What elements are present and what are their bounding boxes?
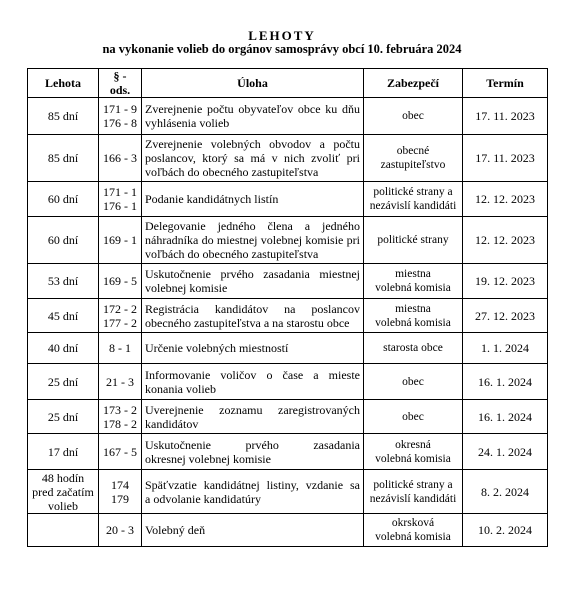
lehota-cell-line: 85 dní [47, 109, 79, 123]
column-header-lehota: Lehota [28, 69, 99, 98]
term-cell: 8. 2. 2024 [463, 470, 548, 514]
section-cell-line: 174 [111, 477, 129, 492]
task-cell [142, 333, 364, 364]
task-cell-line: a odvolanie kandidatúry [145, 491, 261, 506]
task-cell [142, 514, 364, 547]
lehota-cell-line: pred začatím [32, 484, 94, 499]
lehota-cell [28, 470, 99, 514]
responsible-cell-line: obecné [396, 145, 430, 157]
term-cell: 24. 1. 2024 [463, 434, 548, 470]
lehota-cell [28, 182, 99, 217]
table-row [28, 333, 548, 364]
lehota-cell-line: 60 dní [47, 233, 79, 247]
term-cell: 10. 2. 2024 [463, 514, 548, 547]
table-row [28, 98, 548, 135]
section-cell [99, 400, 142, 434]
section-cell-line: 177 - 2 [103, 315, 137, 330]
task-cell-line: voľbách do obecného zastupiteľstva [145, 165, 319, 179]
lehota-cell-line: 48 hodín [41, 470, 85, 485]
section-cell [99, 434, 142, 470]
lehota-cell [28, 98, 99, 135]
term-cell: 19. 12. 2023 [463, 264, 548, 299]
lehota-cell-line: 17 dní [47, 444, 79, 459]
section-cell-line: 21 - 3 [106, 374, 134, 389]
lehota-cell-line: 25 dní [47, 409, 79, 424]
responsible-cell [364, 514, 463, 547]
lehota-cell [28, 135, 99, 182]
section-cell-line: 176 - 8 [103, 116, 137, 130]
section-cell-line: 178 - 2 [103, 416, 137, 431]
task-cell [142, 135, 364, 182]
responsible-cell [364, 264, 463, 299]
lehota-cell [28, 217, 99, 264]
responsible-cell-line: politické strany a [373, 478, 453, 491]
responsible-cell [364, 299, 463, 333]
lehota-cell [28, 400, 99, 434]
task-cell-line: obecného zastupiteľstva a na starostu obce [145, 315, 350, 330]
lehota-cell [28, 514, 99, 547]
task-cell [142, 264, 364, 299]
section-cell-line: 167 - 5 [103, 444, 137, 459]
section-cell [99, 264, 142, 299]
responsible-cell [364, 135, 463, 182]
section-cell-line: 171 - 1 [103, 185, 137, 199]
lehota-cell-line: 53 dní [47, 274, 79, 288]
section-cell-line: 171 - 9 [103, 102, 137, 116]
section-cell [99, 470, 142, 514]
responsible-cell [364, 217, 463, 264]
column-header-task: Úloha [142, 69, 364, 98]
term-cell: 16. 1. 2024 [463, 364, 548, 400]
task-cell-line: volebnej komisie [145, 281, 228, 295]
responsible-cell [364, 182, 463, 217]
header-row [28, 69, 548, 98]
term-cell: 17. 11. 2023 [463, 135, 548, 182]
section-cell-line: 166 - 3 [103, 151, 137, 165]
responsible-cell [364, 470, 463, 514]
task-cell-line: Zverejnenie počtu obyvateľov obce ku dňu [145, 102, 360, 116]
responsible-cell-line: miestna [395, 268, 431, 280]
section-cell-line: 173 - 2 [103, 402, 137, 417]
task-cell [142, 400, 364, 434]
task-cell-line: Zverejnenie volebných obvodov a počtu [145, 137, 360, 151]
task-cell [142, 182, 364, 217]
table-row [28, 182, 548, 217]
term-cell: 27. 12. 2023 [463, 299, 548, 333]
responsible-cell-line: okresná [395, 438, 431, 451]
term-cell: 16. 1. 2024 [463, 400, 548, 434]
responsible-cell [364, 98, 463, 135]
table-row [28, 364, 548, 400]
responsible-cell [364, 434, 463, 470]
document-title: LEHOTY [248, 28, 316, 43]
lehota-cell [28, 264, 99, 299]
responsible-cell-line: okrsková [391, 517, 435, 529]
column-header-section: § - ods. [99, 69, 142, 98]
term-cell: 12. 12. 2023 [463, 217, 548, 264]
task-cell-line: Uskutočnenie prvého zasadania [145, 437, 360, 452]
section-cell-line: 20 - 3 [106, 523, 134, 537]
section-cell [99, 135, 142, 182]
task-cell-line: Informovanie voličov o čase a mieste [145, 367, 360, 382]
deadlines-table [27, 68, 548, 547]
section-cell-line: 179 [111, 491, 129, 506]
table-row [28, 135, 548, 182]
responsible-cell-line: politické strany [377, 234, 449, 246]
responsible-cell-line: politické strany a [373, 186, 453, 198]
responsible-cell-line: obec [402, 110, 424, 122]
task-cell [142, 98, 364, 135]
section-cell [99, 182, 142, 217]
section-cell-line: 172 - 2 [103, 301, 137, 316]
task-cell [142, 217, 364, 264]
section-cell [99, 217, 142, 264]
lehota-cell-line: 40 dní [47, 341, 79, 355]
table-row [28, 470, 548, 514]
task-cell-line: poslancov, ktorý sa má v nich zvoliť pri [145, 151, 360, 165]
section-cell [99, 514, 142, 547]
lehota-cell-line: 85 dní [47, 151, 79, 165]
task-cell-line: Volebný deň [145, 523, 206, 537]
table-row [28, 217, 548, 264]
lehota-cell [28, 364, 99, 400]
task-cell-line: okresnej volebnej komisie [145, 451, 271, 466]
task-cell-line: Registrácia kandidátov na poslancov [145, 301, 360, 316]
table-row [28, 400, 548, 434]
table-row [28, 514, 548, 547]
responsible-cell [364, 364, 463, 400]
task-cell-line: Späťvzatie kandidátnej listiny, vzdanie sa [145, 477, 360, 492]
term-cell: 12. 12. 2023 [463, 182, 548, 217]
task-cell-line: náhradníka do miestnej volebnej komisie pri [145, 233, 360, 247]
table-row [28, 434, 548, 470]
section-cell [99, 333, 142, 364]
task-cell-line: Uverejnenie zoznamu zaregistrovaných [145, 402, 360, 417]
responsible-cell-line: nezávislí kandidáti [369, 492, 457, 505]
column-header-term: Termín [463, 69, 548, 98]
responsible-cell-line: volebná komisia [375, 282, 451, 294]
responsible-cell-line: volebná komisia [375, 316, 451, 329]
task-cell-line: Podanie kandidátnych listín [145, 192, 279, 206]
responsible-cell-line: miestna [395, 302, 431, 315]
table-row [28, 299, 548, 333]
task-cell [142, 364, 364, 400]
task-cell [142, 470, 364, 514]
responsible-cell-line: volebná komisia [375, 531, 451, 543]
task-cell-line: Uskutočnenie prvého zasadania miestnej [145, 267, 360, 281]
responsible-cell-line: volebná komisia [375, 452, 451, 465]
task-cell-line: konania volieb [145, 381, 216, 396]
table-row [28, 264, 548, 299]
section-cell [99, 364, 142, 400]
responsible-cell-line: obec [402, 410, 424, 423]
term-cell: 17. 11. 2023 [463, 98, 548, 135]
lehota-cell [28, 434, 99, 470]
task-cell [142, 434, 364, 470]
lehota-cell-line: 60 dní [47, 192, 79, 206]
column-header-responsible: Zabezpečí [364, 69, 463, 98]
lehota-cell [28, 333, 99, 364]
section-cell-line: 176 - 1 [103, 199, 137, 213]
task-cell [142, 299, 364, 333]
responsible-cell-line: zastupiteľstvo [380, 159, 446, 171]
task-cell-line: voľbách do obecného zastupiteľstva [145, 247, 319, 261]
responsible-cell-line: starosta obce [383, 342, 443, 354]
term-cell: 1. 1. 2024 [463, 333, 548, 364]
task-cell-line: Určenie volebných miestností [145, 341, 289, 355]
responsible-cell-line: nezávislí kandidáti [369, 200, 457, 212]
responsible-cell-line: obec [402, 375, 424, 388]
section-cell-line: 169 - 5 [103, 274, 137, 288]
responsible-cell [364, 333, 463, 364]
lehota-cell-line: 25 dní [47, 374, 79, 389]
section-cell [99, 299, 142, 333]
document-subtitle: na vykonanie volieb do orgánov samosprávy obcí 10. februára 2024 [102, 42, 462, 56]
section-cell-line: 169 - 1 [103, 233, 137, 247]
task-cell-line: Delegovanie jedného člena a jedného [145, 219, 360, 233]
lehota-cell-line: 45 dní [47, 308, 79, 323]
task-cell-line: vyhlásenia volieb [145, 116, 230, 130]
lehota-cell [28, 299, 99, 333]
lehota-cell-line: volieb [48, 498, 78, 513]
responsible-cell [364, 400, 463, 434]
section-cell [99, 98, 142, 135]
section-cell-line: 8 - 1 [109, 341, 131, 355]
task-cell-line: kandidátov [145, 416, 199, 431]
